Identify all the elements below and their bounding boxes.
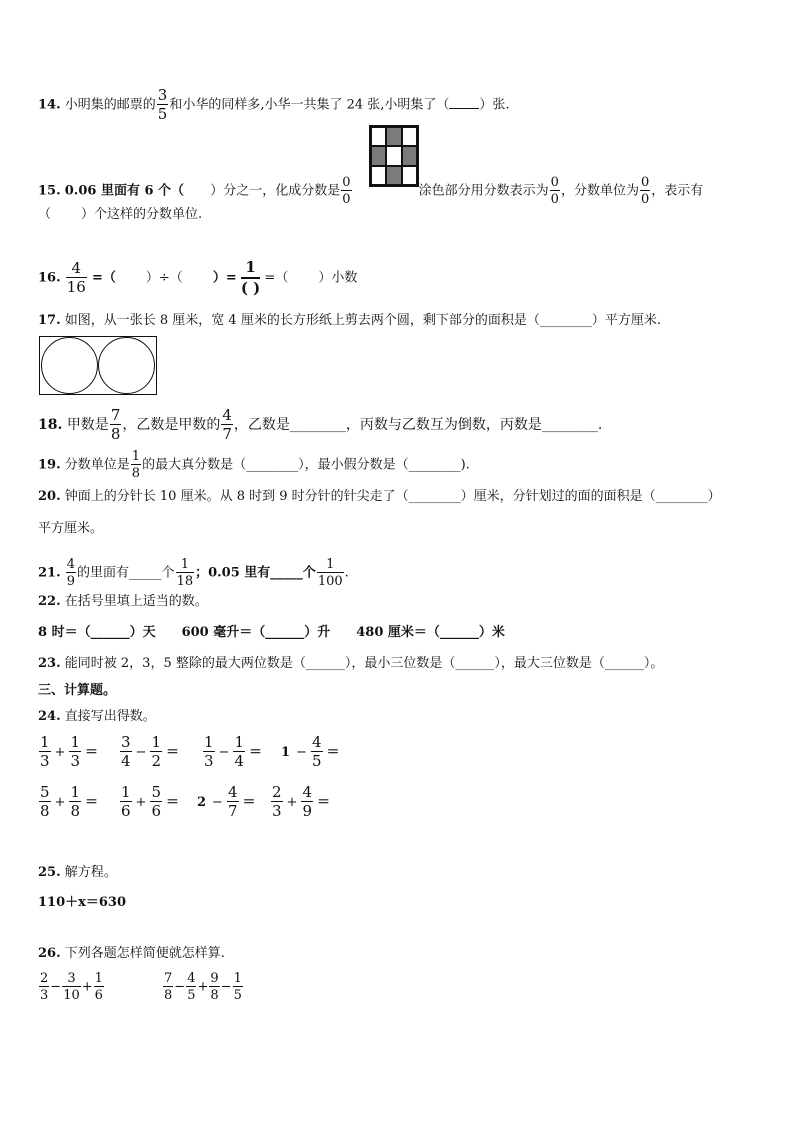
calc-row-2 [38, 785, 350, 819]
question-17 [38, 314, 661, 327]
question-16 [38, 260, 357, 296]
q-text: ＝ [166, 744, 180, 760]
circle-left [41, 337, 98, 394]
fraction: $\frac{3}{4}$ [121, 733, 131, 770]
q-number: 15. [38, 183, 61, 199]
equation [38, 896, 126, 909]
question-18 [38, 408, 602, 442]
q-text: 0.06 里面有 6 个（ [64, 183, 185, 199]
fraction: $\frac{1}{8}$ [70, 783, 80, 820]
calc-item [194, 785, 270, 819]
fraction: $\frac{2}{3}$ [272, 783, 282, 820]
q-text: 能同时被 2，3，5 整除的最大两位数是（______），最小三位数是（______），最大三位数是（______）。 [64, 656, 664, 671]
q-text: + [286, 794, 298, 810]
q-text: + [54, 744, 66, 760]
q-text: ＝ [317, 794, 331, 810]
q-text: − [220, 979, 232, 995]
q-text: ，表示有 [651, 183, 704, 199]
fraction: $\frac{1}{6}$ [121, 783, 131, 820]
fraction-placeholder[interactable]: $\frac{0}{0}$ [640, 175, 650, 207]
fraction: $\frac{1}{3}$ [70, 733, 80, 770]
question-26 [38, 947, 225, 960]
q-text: ＝ [249, 744, 263, 760]
question-25 [38, 866, 117, 879]
q-text: − [218, 744, 230, 760]
q-number: 20. [38, 489, 61, 504]
q-text: − [174, 979, 186, 995]
q-number: 23. [38, 656, 61, 671]
q-text: ，分数单位为 [560, 183, 639, 199]
calc-row-1 [38, 735, 358, 769]
question-24 [38, 710, 156, 723]
fraction: $\frac{4}{9}$ [66, 557, 76, 589]
calc-item [119, 735, 202, 769]
fraction-placeholder[interactable]: $\frac{0}{0}$ [550, 175, 559, 207]
q-text: − [212, 794, 223, 810]
q-text: 的最大真分数是（________），最小假分数是（________). [142, 457, 470, 473]
section-heading: 三、计算题。 [38, 683, 117, 698]
q-text: 下列各题怎样简便就怎样算. [64, 946, 225, 961]
fraction: $\frac{7}{8}$ [110, 406, 121, 443]
fraction: $\frac{1}{18}$ [176, 557, 194, 589]
fraction: $\frac{1}{3}$ [40, 733, 50, 770]
q-number: 16. [38, 270, 61, 286]
q-text: =（ [264, 270, 289, 286]
rectangle-with-circles-figure [39, 336, 157, 395]
calc-item [202, 735, 278, 769]
q-text: − [296, 744, 307, 760]
q-text: ＝ [85, 744, 99, 760]
q-text: 甲数是 [66, 417, 109, 433]
q-number: 24. [38, 709, 61, 724]
shaded-grid-figure [369, 125, 419, 187]
q-text: 钟面上的分针长 10 厘米。从 8 时到 9 时分针的针尖走了（________）厘米，分针划过的面的面积是（________） [64, 489, 721, 504]
calc-item [38, 785, 119, 819]
calc-item [270, 785, 350, 819]
q-text: ；0.05 里有_____个 [195, 565, 316, 581]
fraction: $\frac{5}{6}$ [151, 783, 161, 820]
calc-item [278, 735, 358, 769]
q-text: + [135, 794, 147, 810]
q-text: =（ [92, 270, 116, 286]
q-text: ＝ [242, 794, 256, 810]
q-number: 19. [38, 457, 61, 473]
q-text: ）小数 [318, 270, 358, 286]
fraction: $\frac{4}{5}$ [187, 971, 196, 1003]
fraction: $\frac{4}{9}$ [302, 783, 312, 820]
fraction: $\frac{5}{8}$ [40, 783, 50, 820]
q-number: 18. [38, 417, 63, 433]
q-text: 2 [197, 794, 207, 810]
q-text: ，乙数是________，丙数与乙数互为倒数，丙数是________. [233, 417, 603, 433]
fraction: $\frac{3}{10}$ [63, 971, 80, 1003]
question-15-line2 [38, 208, 202, 221]
q-text: 小明集的邮票的 [64, 97, 156, 113]
fraction-with-blank[interactable]: 1 ( ) [240, 258, 261, 297]
question-20-line2 [38, 522, 103, 535]
q-text: 的里面有_____个 [77, 565, 175, 581]
circle-right [98, 337, 155, 394]
question-23 [38, 657, 663, 670]
q-text: 如图，从一张长 8 厘米，宽 4 厘米的长方形纸上剪去两个圆，剩下部分的面积是（________）平方厘米. [64, 313, 661, 328]
answer-blank[interactable] [449, 97, 479, 109]
fraction: $\frac{1}{2}$ [151, 733, 161, 770]
expression-1 [38, 972, 105, 1002]
q-text: 直接写出得数。 [64, 709, 156, 724]
q-text: 110＋x＝630 [38, 895, 127, 910]
q-text: − [50, 979, 62, 995]
question-22 [38, 595, 208, 608]
q-text: . [344, 565, 349, 581]
calc-item [38, 735, 119, 769]
q-text: 和小华的同样多,小华一共集了 24 张,小明集了（ [169, 97, 450, 113]
fraction: $\frac{9}{8}$ [210, 971, 219, 1003]
q-text: + [54, 794, 66, 810]
fraction: $\frac{3}{5}$ [157, 86, 168, 123]
q-text: ＝ [326, 744, 340, 760]
q-text: 1 [281, 744, 291, 760]
q-text: ＝ [85, 794, 99, 810]
expression-2 [162, 972, 244, 1002]
q-text: ）÷（ [145, 270, 183, 286]
q-text: ）张. [479, 97, 510, 113]
q-text: 解方程。 [64, 865, 117, 880]
q-text: （ [38, 207, 52, 222]
question-22-row [38, 626, 505, 639]
q-text: ）分之一，化成分数是 [210, 183, 341, 199]
q-text: 8 时＝（______）天 600 毫升＝（______）升 480 厘米＝（______）米 [38, 625, 505, 640]
question-21 [38, 558, 349, 588]
fraction-placeholder[interactable]: $\frac{0}{0}$ [342, 175, 351, 207]
fraction: $\frac{1}{5}$ [233, 971, 242, 1003]
q-text: + [197, 979, 209, 995]
q-text: + [81, 979, 93, 995]
fraction: $\frac{2}{3}$ [40, 971, 49, 1003]
fraction: $\frac{1}{8}$ [131, 449, 141, 481]
q-number: 14. [38, 97, 61, 113]
fraction: $\frac{1}{100}$ [317, 557, 343, 589]
q-text: ）个这样的分数单位. [81, 207, 203, 222]
question-20 [38, 490, 721, 503]
fraction: $\frac{1}{3}$ [204, 733, 214, 770]
fraction: $\frac{1}{6}$ [94, 971, 103, 1003]
fraction: $\frac{4}{5}$ [311, 733, 322, 770]
q-text: 涂色部分用分数表示为 [418, 183, 549, 199]
fraction: $\frac{4}{7}$ [222, 406, 232, 443]
q-text: ，乙数是甲数的 [122, 417, 221, 433]
fraction: $\frac{4}{16}$ [66, 259, 86, 296]
q-number: 26. [38, 946, 61, 961]
q-number: 17. [38, 313, 61, 328]
question-19 [38, 450, 470, 480]
fraction: $\frac{7}{8}$ [164, 971, 173, 1003]
q-text: 在括号里填上适当的数。 [64, 594, 208, 609]
q-number: 21. [38, 565, 61, 581]
q-text: ）= [212, 270, 237, 286]
q-text: 分数单位是 [64, 457, 130, 473]
q-text: 平方厘米。 [38, 521, 104, 536]
question-14 [38, 88, 510, 122]
fraction: $\frac{1}{4}$ [234, 733, 244, 770]
q-number: 25. [38, 865, 61, 880]
calc-item [119, 785, 194, 819]
fraction: $\frac{4}{7}$ [227, 783, 238, 820]
q-text: ＝ [166, 794, 180, 810]
q-number: 22. [38, 594, 61, 609]
q-text: − [135, 744, 147, 760]
